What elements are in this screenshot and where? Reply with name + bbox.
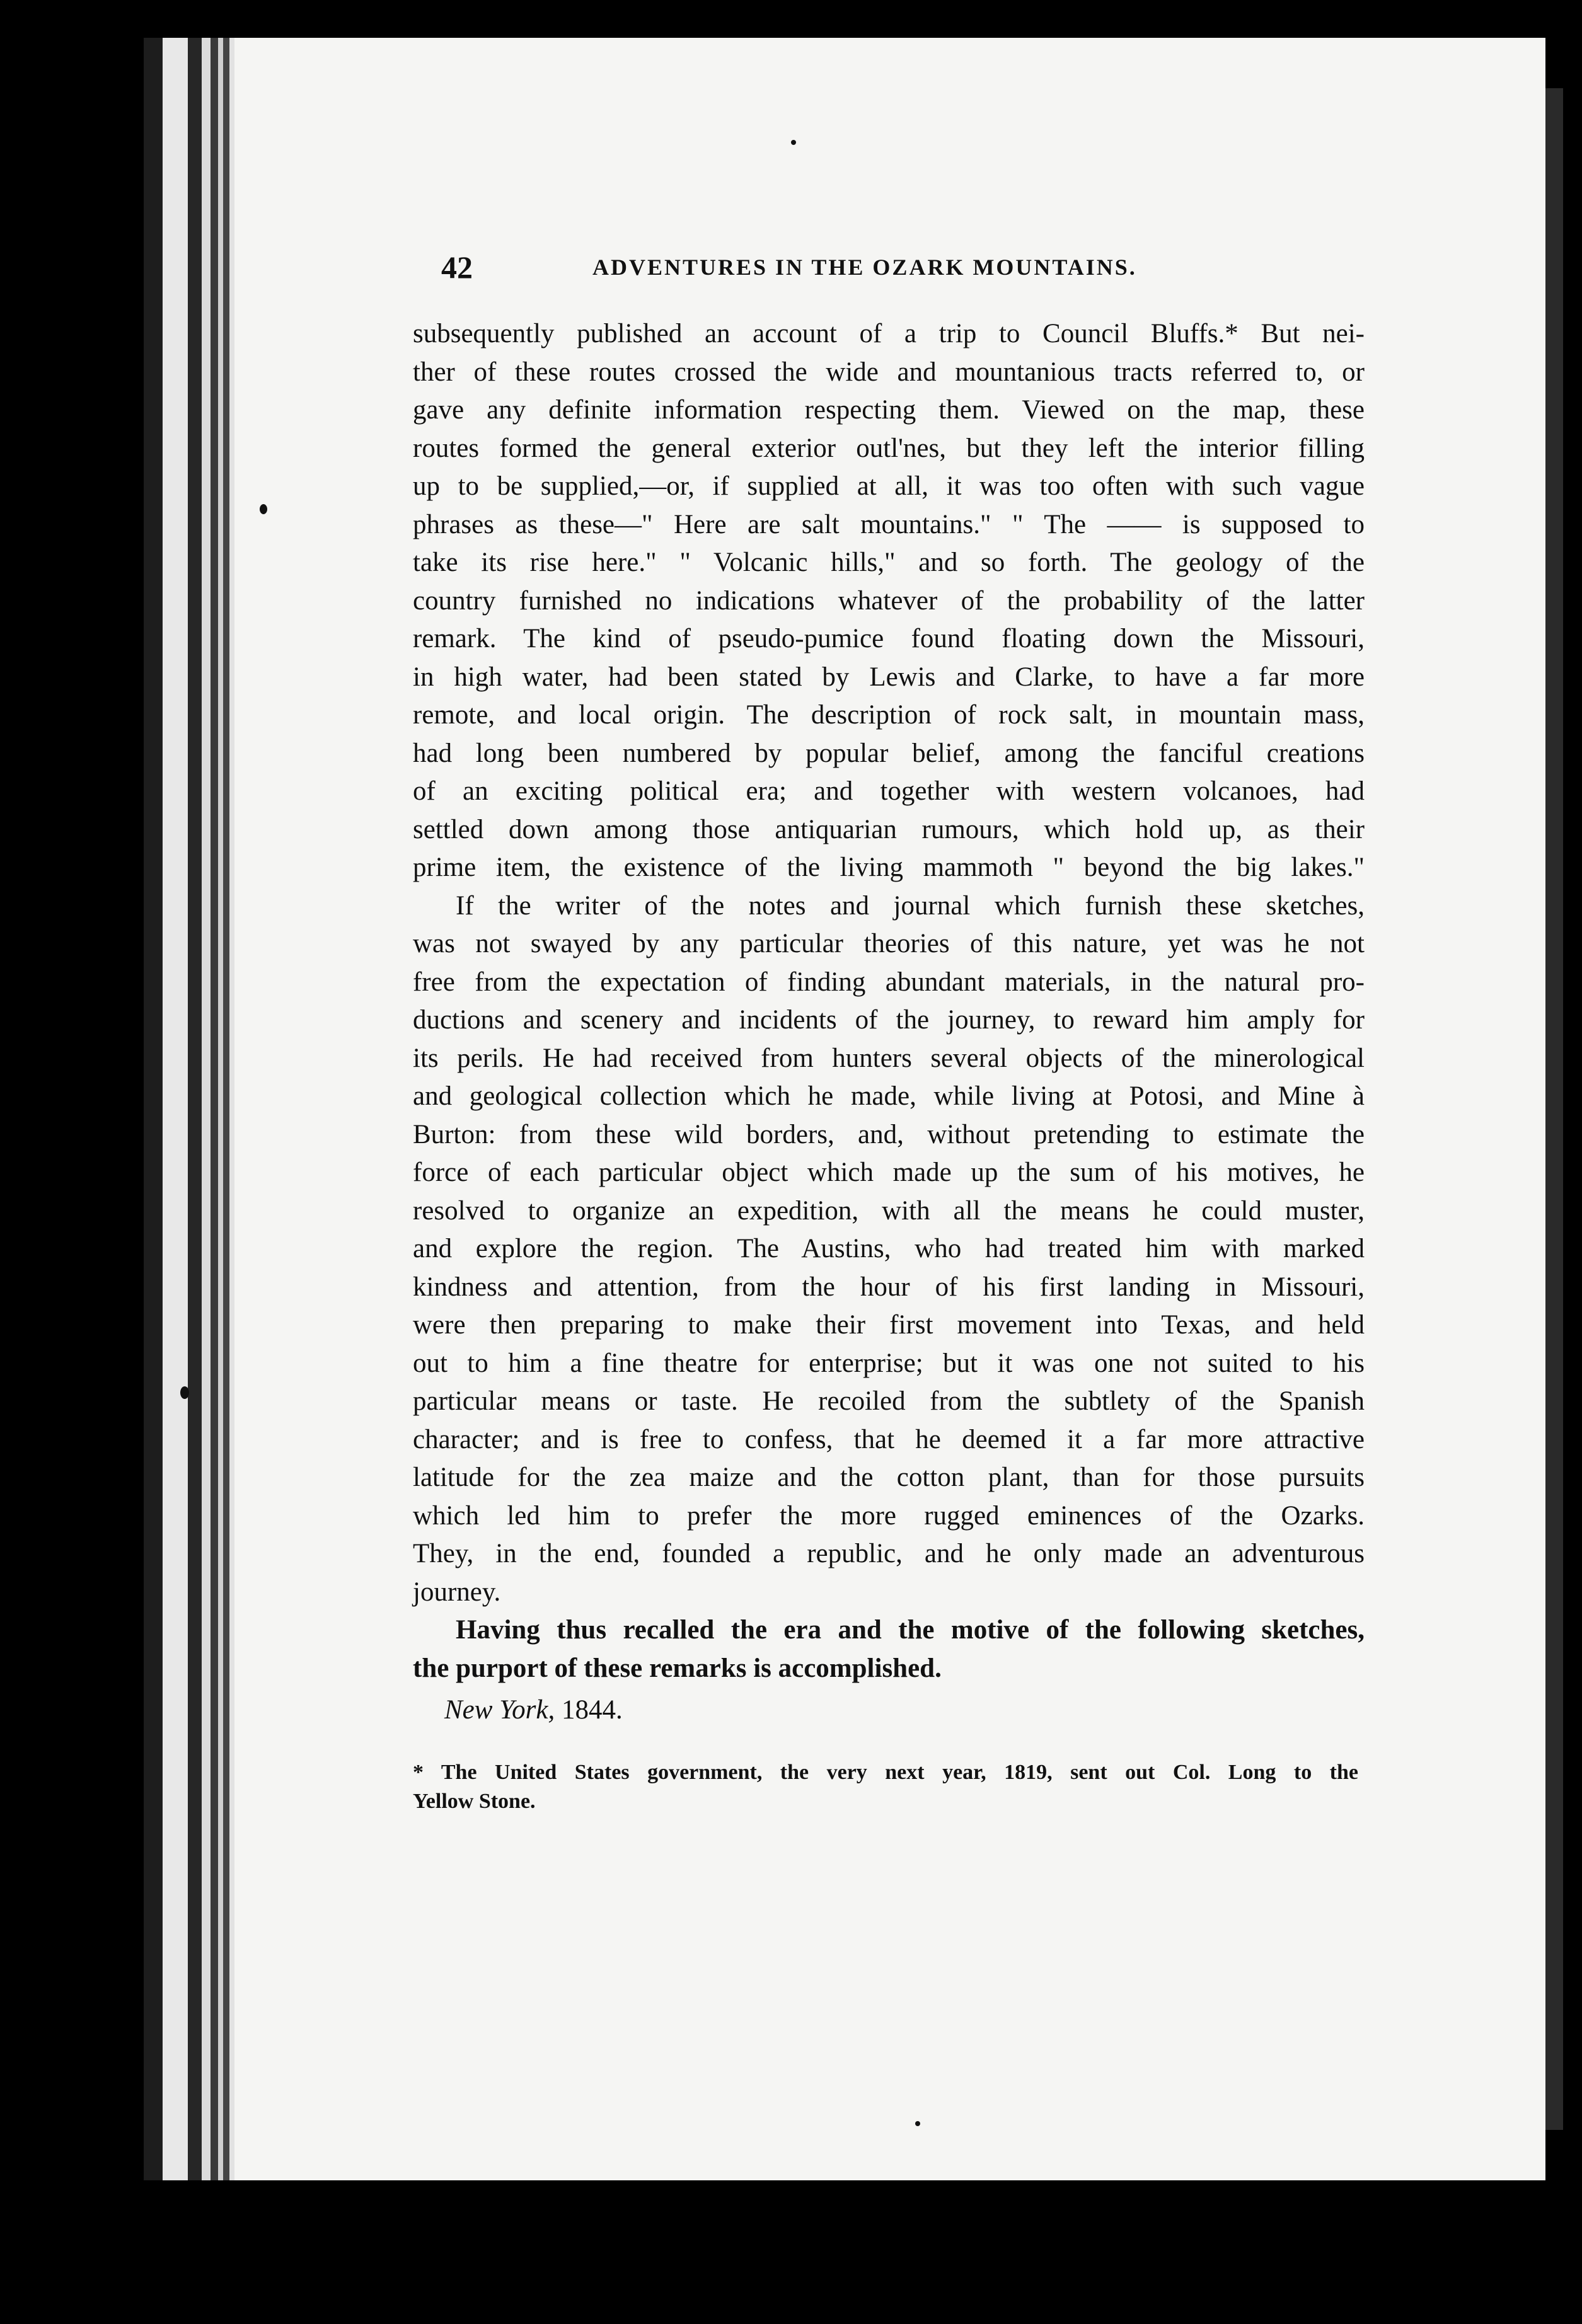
ink-speck xyxy=(791,140,796,145)
footnote xyxy=(413,1758,1358,1816)
text-line: journey. xyxy=(413,1577,501,1607)
text-line: ther of these routes crossed the wide and mountanious tracts referred to, or xyxy=(413,357,1365,387)
body-text xyxy=(413,315,1365,1730)
page-right-edge xyxy=(1545,88,1563,2130)
book-edge-strip xyxy=(163,38,188,2180)
text-line: up to be supplied,—or, if supplied at all, it was too often with such vague xyxy=(413,471,1365,501)
text-line: Burton: from these wild borders, and, without pretending to estimate the xyxy=(413,1119,1365,1149)
text-line: remark. The kind of pseudo-pumice found floating down the Missouri, xyxy=(413,624,1365,653)
signoff-place: New York, xyxy=(444,1695,555,1725)
ink-speck xyxy=(260,504,267,514)
text-line: and geological collection which he made, while living at Potosi, and Mine à xyxy=(413,1081,1365,1111)
text-line: phrases as these—" Here are salt mountains." " The —— is supposed to xyxy=(413,509,1365,539)
paragraph-2 xyxy=(413,887,1365,1612)
book-edge-strip xyxy=(144,38,163,2180)
book-edge-strip xyxy=(202,38,211,2180)
text-line: out to him a fine theatre for enterprise; but it was one not suited to his xyxy=(413,1348,1365,1378)
ink-speck xyxy=(180,1386,189,1399)
text-line: kindness and attention, from the hour of his first landing in Missouri, xyxy=(413,1272,1365,1302)
signoff xyxy=(444,1691,1365,1730)
text-line: the purport of these remarks is accomplished. xyxy=(413,1653,942,1683)
text-line: If the writer of the notes and journal which furnish these sketches, xyxy=(456,890,1365,921)
paragraph-1 xyxy=(413,315,1365,887)
text-line: prime item, the existence of the living mammoth " beyond the big lakes." xyxy=(413,853,1365,882)
text-line: particular means or taste. He recoiled from the subtlety of the Spanish xyxy=(413,1386,1365,1416)
text-line: of an exciting political era; and together with western volcanoes, had xyxy=(413,776,1365,806)
text-line: force of each particular object which made up the sum of his motives, he xyxy=(413,1158,1365,1187)
text-line: in high water, had been stated by Lewis and Clarke, to have a far more xyxy=(413,662,1365,692)
text-line: was not swayed by any particular theories of this nature, yet was he not xyxy=(413,929,1365,958)
footnote-line: Yellow Stone. xyxy=(413,1790,536,1813)
book-edge-strip xyxy=(211,38,218,2180)
text-line: free from the expectation of finding abundant materials, in the natural pro- xyxy=(413,967,1365,997)
text-line: remote, and local origin. The description of rock salt, in mountain mass, xyxy=(413,700,1365,730)
text-line: its perils. He had received from hunters several objects of the minerological xyxy=(413,1043,1365,1073)
text-line: subsequently published an account of a trip to Council Bluffs.* But nei- xyxy=(413,319,1365,348)
text-line: ductions and scenery and incidents of the journey, to reward him amply for xyxy=(413,1005,1365,1035)
book-edge-strip xyxy=(229,38,234,2180)
text-line: They, in the end, founded a republic, and he only made an adventurous xyxy=(413,1539,1365,1568)
text-line: Having thus recalled the era and the motive of the following sketches, xyxy=(456,1615,1365,1645)
text-line: gave any definite information respecting them. Viewed on the map, these xyxy=(413,395,1365,425)
footnote-line: * The United States government, the very next year, 1819, sent out Col. Long to the xyxy=(413,1761,1358,1784)
text-line: character; and is free to confess, that he deemed it a far more attractive xyxy=(413,1424,1365,1454)
text-line: routes formed the general exterior outl'nes, but they left the interior filling xyxy=(413,433,1365,463)
book-edge-strip xyxy=(223,38,229,2180)
paragraph-3 xyxy=(413,1611,1365,1688)
text-line: latitude for the zea maize and the cotton plant, than for those pursuits xyxy=(413,1463,1365,1492)
text-line: settled down among those antiquarian rumours, which hold up, as their xyxy=(413,814,1365,844)
running-head: ADVENTURES IN THE OZARK MOUNTAINS. xyxy=(592,255,1137,280)
book-edge-strip xyxy=(188,38,202,2180)
page-header xyxy=(441,249,1374,293)
text-line: take its rise here." " Volcanic hills," and so forth. The geology of the xyxy=(413,548,1365,577)
signoff-year: 1844. xyxy=(561,1695,623,1725)
text-line: were then preparing to make their first movement into Texas, and held xyxy=(413,1310,1365,1340)
text-line: had long been numbered by popular belief, among the fanciful creations xyxy=(413,738,1365,768)
text-line: and explore the region. The Austins, who had treated him with marked xyxy=(413,1234,1365,1263)
ink-speck xyxy=(915,2121,920,2126)
text-line: which led him to prefer the more rugged eminences of the Ozarks. xyxy=(413,1500,1365,1531)
book-edge-strip xyxy=(218,38,223,2180)
page-number: 42 xyxy=(441,250,473,285)
text-line: country furnished no indications whatever of the probability of the latter xyxy=(413,585,1365,616)
text-line: resolved to organize an expedition, with all the means he could muster, xyxy=(413,1195,1365,1226)
